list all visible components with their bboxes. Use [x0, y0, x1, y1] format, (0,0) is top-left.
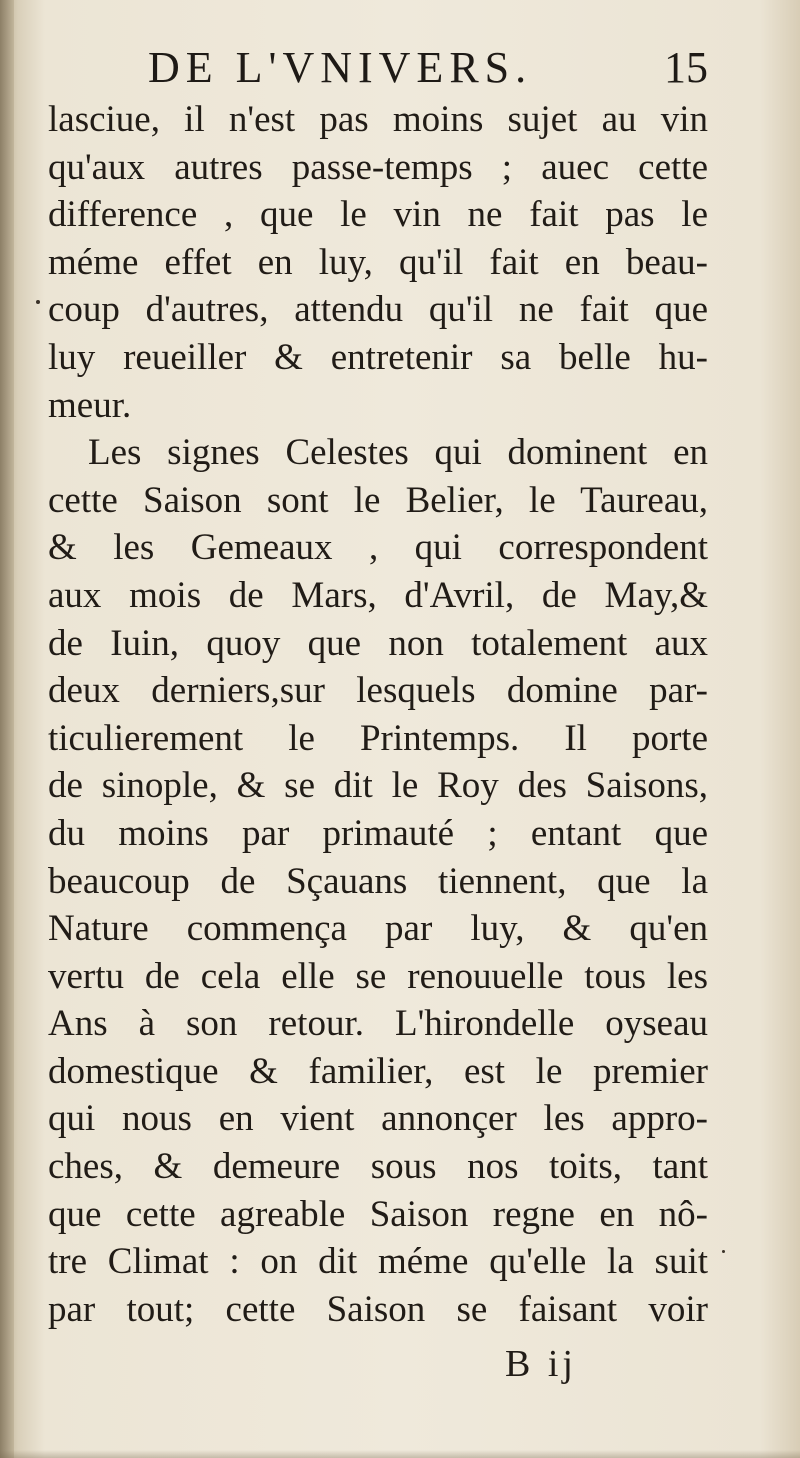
page-gutter-shadow	[0, 0, 14, 1458]
signature-mark: B ij	[505, 1343, 577, 1385]
text-line: qu'aux autres passe-temps ; auec cette	[48, 146, 708, 188]
paragraph-start-line: Les signes Celestes qui dominent en	[88, 432, 708, 474]
text-line: ticulierement le Printemps. Il porte	[48, 717, 708, 759]
text-line: beaucoup de Sçauans tiennent, que la	[48, 860, 708, 902]
page-header	[148, 40, 708, 96]
text-line: ches, & demeure sous nos toits, tant	[48, 1146, 708, 1188]
text-line: deux derniers,sur lesquels domine par-	[48, 670, 708, 712]
text-line: meur.	[48, 384, 132, 426]
text-line: méme effet en luy, qu'il fait en beau-	[48, 241, 708, 283]
text-line: Ans à son retour. L'hirondelle oyseau	[48, 1003, 708, 1045]
running-title: DE L'VNIVERS.	[148, 43, 533, 92]
text-line: de sinople, & se dit le Roy des Saisons,	[48, 765, 708, 807]
text-line: luy reueiller & entretenir sa belle hu-	[48, 336, 708, 378]
text-line: difference , que le vin ne fait pas le	[48, 194, 708, 236]
paper-speck	[36, 300, 40, 304]
page-bottom-edge	[0, 1450, 800, 1458]
text-line: vertu de cela elle se renouuelle tous les	[48, 955, 708, 997]
text-line: cette Saison sont le Belier, le Taureau,	[48, 479, 708, 521]
text-line: par tout; cette Saison se faisant voir	[48, 1288, 708, 1330]
text-line: tre Climat : on dit méme qu'elle la suit	[48, 1241, 708, 1283]
text-line: aux mois de Mars, d'Avril, de May,&	[48, 574, 708, 616]
paper-speck	[722, 1250, 725, 1253]
text-line: de Iuin, quoy que non totalement aux	[48, 622, 708, 664]
text-line: coup d'autres, attendu qu'il ne fait que	[48, 289, 708, 331]
text-line: qui nous en vient annonçer les appro-	[48, 1098, 708, 1140]
text-line: que cette agreable Saison regne en nô-	[48, 1193, 708, 1235]
text-line: domestique & familier, est le premier	[48, 1050, 708, 1092]
body-text	[48, 96, 708, 1333]
text-line: & les Gemeaux , qui correspondent	[48, 527, 708, 569]
text-line: Nature commença par luy, & qu'en	[48, 908, 708, 950]
text-line: lasciue, il n'est pas moins sujet au vin	[48, 99, 708, 140]
text-line: du moins par primauté ; entant que	[48, 812, 708, 854]
page-number: 15	[664, 43, 708, 92]
